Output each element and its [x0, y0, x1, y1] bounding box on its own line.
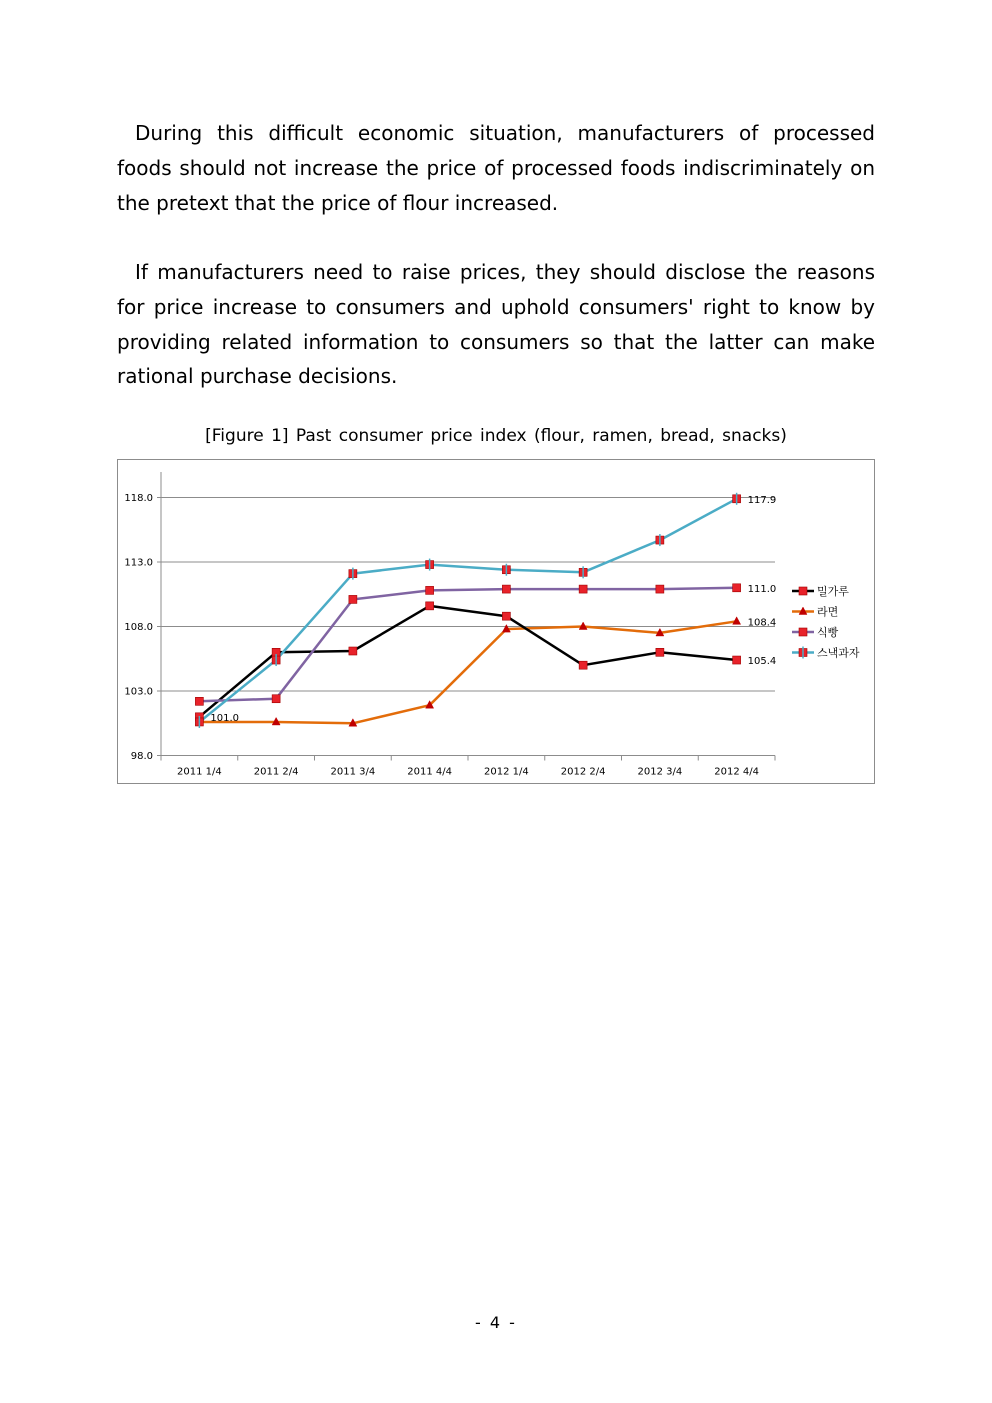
chart-container [117, 459, 875, 784]
x-tick-label: 2011 4/4 [407, 766, 452, 778]
data-point-0-6 [656, 648, 664, 656]
x-tick-label: 2012 2/4 [560, 766, 606, 778]
data-point-2-7 [733, 584, 741, 592]
y-tick-label: 113.0 [124, 557, 153, 569]
paragraph-1: During this difficult economic situation, manufacturers of processed foods should not increase the price of processed foods indiscriminately on the pretext that the price of flour increased. [117, 121, 875, 215]
y-tick-label: 108.0 [124, 622, 153, 633]
data-point-0-3 [426, 602, 434, 610]
x-tick-label: 2011 1/4 [177, 766, 222, 778]
legend-label: 밀가루 [817, 585, 849, 598]
data-label: 101.0 [210, 712, 240, 724]
x-tick-label: 2011 2/4 [253, 766, 299, 778]
data-label: 108.4 [747, 617, 777, 629]
data-label: 117.9 [747, 494, 777, 506]
legend-marker-0 [799, 587, 807, 595]
line-chart [118, 460, 874, 783]
figure-caption: [Figure 1] Past consumer price index (flour, ramen, bread, snacks) [205, 426, 787, 446]
y-tick-label: 103.0 [124, 686, 153, 698]
legend-marker-2 [799, 628, 807, 636]
legend-label: 식빵 [817, 626, 839, 639]
data-point-0-4 [502, 612, 510, 620]
data-point-2-5 [579, 585, 587, 593]
data-point-0-2 [349, 647, 357, 655]
data-point-2-6 [656, 585, 664, 593]
x-tick-label: 2011 3/4 [330, 766, 376, 778]
data-point-0-7 [733, 656, 741, 664]
page-number: - 4 - [475, 1313, 517, 1332]
legend-label: 스낵과자 [817, 646, 860, 660]
series-line-2 [199, 588, 736, 702]
y-tick-label: 118.0 [124, 493, 153, 504]
data-point-2-2 [349, 595, 357, 603]
data-point-2-3 [426, 586, 434, 594]
data-point-0-5 [579, 661, 587, 669]
series-line-1 [199, 621, 736, 723]
y-tick-label: 98.0 [130, 751, 153, 762]
data-point-2-0 [195, 697, 203, 705]
x-tick-label: 2012 3/4 [637, 766, 683, 778]
legend-label: 라면 [817, 605, 839, 619]
data-label: 111.0 [747, 583, 777, 595]
x-tick-label: 2012 4/4 [714, 766, 759, 778]
paragraph-2: If manufacturers need to raise prices, they should disclose the reasons for price increase to consumers and uphold consumers' right to know by providing related information to consumers so that the latter can make rational purchase decisions. [117, 260, 875, 389]
x-tick-label: 2012 1/4 [484, 766, 529, 778]
data-point-2-4 [502, 585, 510, 593]
data-label: 105.4 [747, 656, 777, 668]
data-point-2-1 [272, 695, 280, 703]
